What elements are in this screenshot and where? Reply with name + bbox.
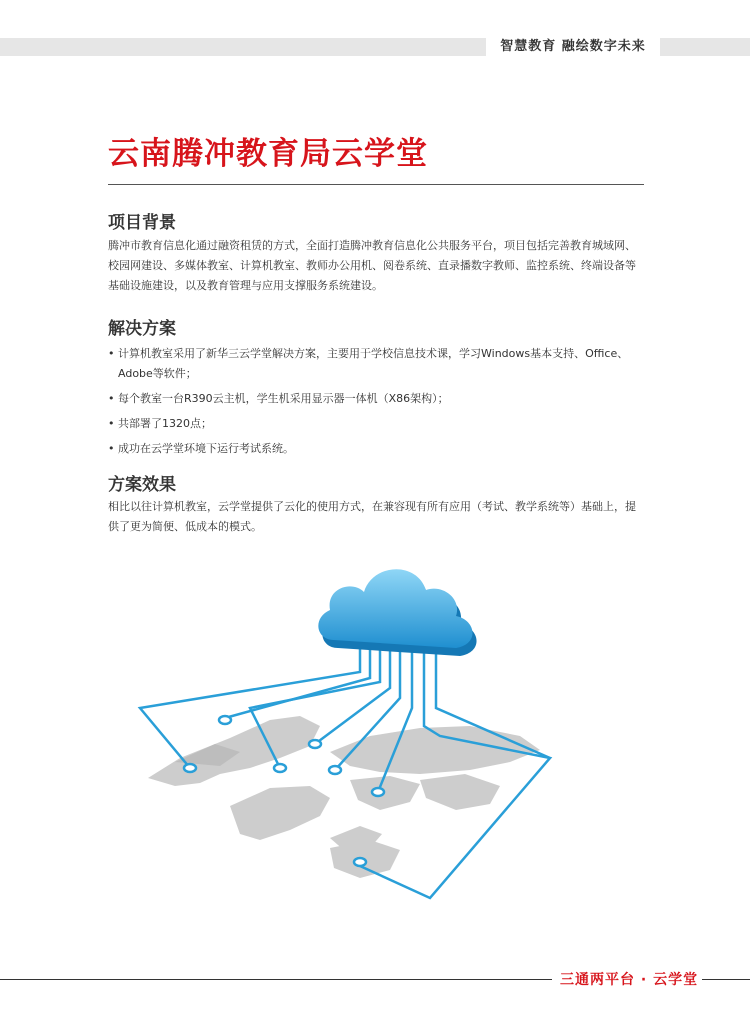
footer-rule-left — [0, 979, 552, 980]
solution-bullet: • 成功在云学堂环境下运行考试系统。 — [108, 439, 648, 459]
cloud-icon — [318, 569, 476, 656]
header-slogan: 智慧教育 融绘数字未来 — [486, 36, 660, 58]
section-heading-background: 项目背景 — [108, 213, 176, 233]
page-title: 云南腾冲教育局云学堂 — [108, 136, 428, 172]
solution-bullet-list — [108, 344, 648, 464]
effect-paragraph: 相比以往计算机教室，云学堂提供了云化的使用方式，在兼容现有所有应用（考试、教学系统等）基础上，提供了更为简便、低成本的模式。 — [108, 500, 636, 533]
footer-rule-right — [702, 979, 750, 980]
section-heading-effect: 方案效果 — [108, 475, 176, 495]
cloud-network-world-map-icon — [120, 548, 560, 900]
title-divider — [108, 184, 644, 185]
section-heading-solution: 解决方案 — [108, 319, 176, 339]
solution-bullet: • 共部署了1320点； — [108, 414, 648, 434]
background-paragraph: 腾冲市教育信息化通过融资租赁的方式，全面打造腾冲教育信息化公共服务平台，项目包括完善教育城域网、校园网建设、多媒体教室、计算机教室、教师办公用机、阅卷系统、直录播数字教师、监控系统、终端设备等基础设施建设，以及教育管理与应用支撑服务系统建设。 — [108, 239, 636, 292]
footer-label: 三通两平台 · 云学堂 — [560, 972, 699, 988]
solution-bullet: • 计算机教室采用了新华三云学堂解决方案，主要用于学校信息技术课，学习Windows基本支持、Office、Adobe等软件； — [108, 344, 648, 384]
world-map — [148, 716, 540, 878]
solution-bullet: • 每个教室一台R390云主机，学生机采用显示器一体机（X86架构）； — [108, 389, 648, 409]
